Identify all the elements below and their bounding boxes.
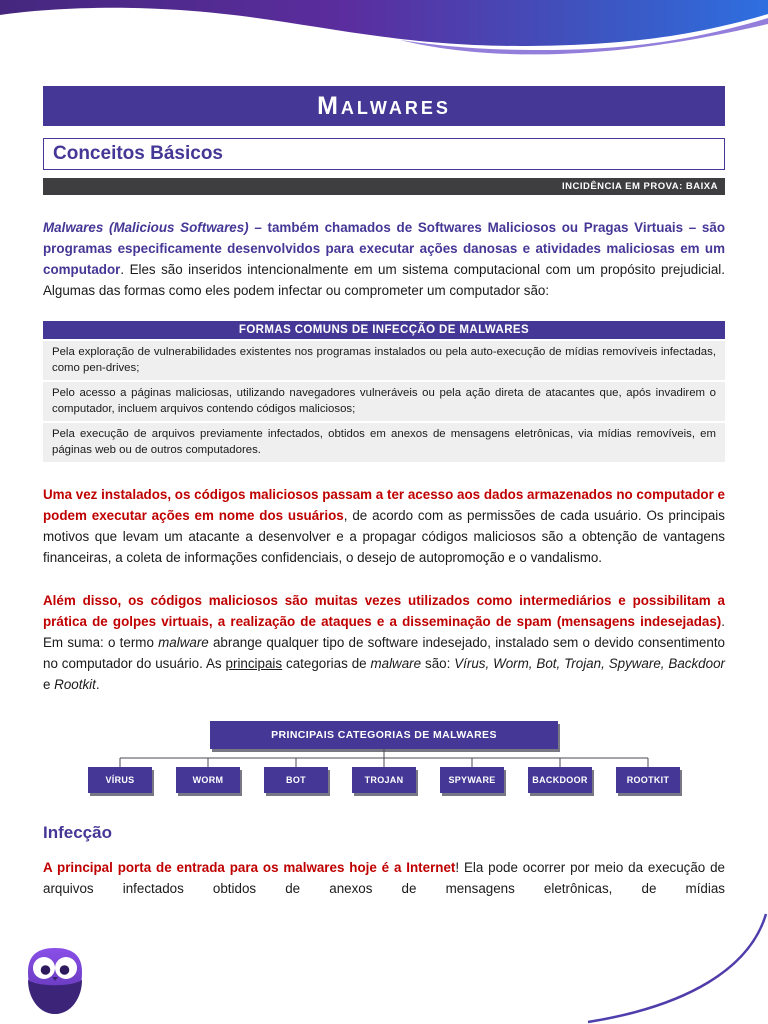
- infeccao-rest: ! Ela pode ocorrer por meio da execução de arquivos infectados obtidos de anexos de mensagens eletrônicas, de mídias: [43, 860, 726, 896]
- p3-text: são:: [421, 656, 455, 671]
- page-title: Malwares: [43, 86, 725, 126]
- connector-lines: [43, 749, 725, 767]
- p3-italic-malware: malware: [370, 656, 422, 671]
- diagram-box-worm: WORM: [176, 767, 240, 793]
- p2-rest: , de acordo com as permissões de cada usuário. Os principais motivos que levam um atacante a desenvolver e a propagar códigos maliciosos são a obtenção de vantagens financeiras, a coleta de informações confidenciais, o desejo de autopromoção e o vandalismo.: [43, 508, 725, 565]
- section-heading-infeccao: Infecção: [43, 823, 112, 842]
- paragraph-categories: [43, 590, 725, 695]
- corner-curve-decoration: [578, 912, 768, 1024]
- diagram-box-rootkit: ROOTKIT: [616, 767, 680, 793]
- intro-lead-bold: – também chamados de Softwares Maliciosos ou Pragas Virtuais – são programas especificamente desenvolvidos para executar ações danosas e atividades maliciosas em um computador: [43, 220, 725, 277]
- paragraph-intro: [43, 217, 725, 301]
- infeccao-red-bold: A principal porta de entrada para os malwares hoje é a Internet: [43, 860, 456, 875]
- diagram-box-spyware: SPYWARE: [440, 767, 504, 793]
- owl-logo: [26, 946, 84, 1016]
- table-row: Pela execução de arquivos previamente infectados, obtidos em anexos de mensagens eletrônicas, via mídias removíveis, em páginas web ou de outros computadores.: [43, 423, 725, 462]
- p3-text: categorias de: [282, 656, 371, 671]
- infection-table-header: FORMAS COMUNS DE INFECÇÃO DE MALWARES: [43, 321, 725, 339]
- p2-red-bold: Uma vez instalados, os códigos maliciosos passam a ter acesso aos dados armazenados no computador e podem executar ações em nome dos usuários: [43, 487, 725, 523]
- top-wave-decoration: [0, 0, 768, 58]
- content-column: [43, 86, 725, 912]
- malware-categories-diagram: [43, 721, 725, 793]
- infection-table: [43, 321, 725, 462]
- intro-lead-bold-italic: Malwares (Malicious Softwares): [43, 220, 249, 235]
- diagram-box-backdoor: BACKDOOR: [528, 767, 592, 793]
- table-row: Pela exploração de vulnerabilidades existentes nos programas instalados ou pela auto-execução de mídias removíveis infectadas, como pen-drives;: [43, 341, 725, 380]
- p3-red-bold: Além disso, os códigos maliciosos são muitas vezes utilizados como intermediários e possibilitam a prática de golpes virtuais, a realização de ataques e a disseminação de spam (mensagens indesejadas): [43, 593, 725, 629]
- diagram-box-virus: VÍRUS: [88, 767, 152, 793]
- p3-italic-rootkit: Rootkit: [54, 677, 96, 692]
- p3-text: e: [43, 677, 55, 692]
- section-subtitle: Conceitos Básicos: [43, 138, 725, 170]
- p3-italic-list: Vírus, Worm, Bot, Trojan, Spyware, Backdoor: [454, 656, 725, 671]
- p3-text: .: [95, 677, 100, 692]
- diagram-root-box: PRINCIPAIS CATEGORIAS DE MALWARES: [210, 721, 558, 749]
- incidence-bar: INCIDÊNCIA EM PROVA: BAIXA: [43, 178, 725, 195]
- paragraph-infeccao: [43, 857, 725, 899]
- diagram-children-row: [43, 767, 725, 793]
- p3-text: . Em suma: o termo: [43, 614, 725, 650]
- p3-italic-malware: malware: [158, 635, 209, 650]
- diagram-connectors: [43, 749, 725, 767]
- table-row: Pelo acesso a páginas maliciosas, utilizando navegadores vulneráveis ou pela ação direta de atacantes que, após invadirem o computador, incluem arquivos contendo códigos maliciosos;: [43, 382, 725, 421]
- diagram-box-bot: BOT: [264, 767, 328, 793]
- intro-rest: . Eles são inseridos intencionalmente em um sistema computacional com um propósito prejudicial. Algumas das formas como eles podem infectar ou comprometer um computador são:: [43, 262, 725, 298]
- paragraph-installed: [43, 484, 725, 568]
- p3-underlined-principais: principais: [225, 656, 283, 671]
- p3-text: abrange qualquer tipo de software indesejado, instalado sem o devido consentimento no computador do usuário. As: [43, 635, 725, 671]
- diagram-box-trojan: TROJAN: [352, 767, 416, 793]
